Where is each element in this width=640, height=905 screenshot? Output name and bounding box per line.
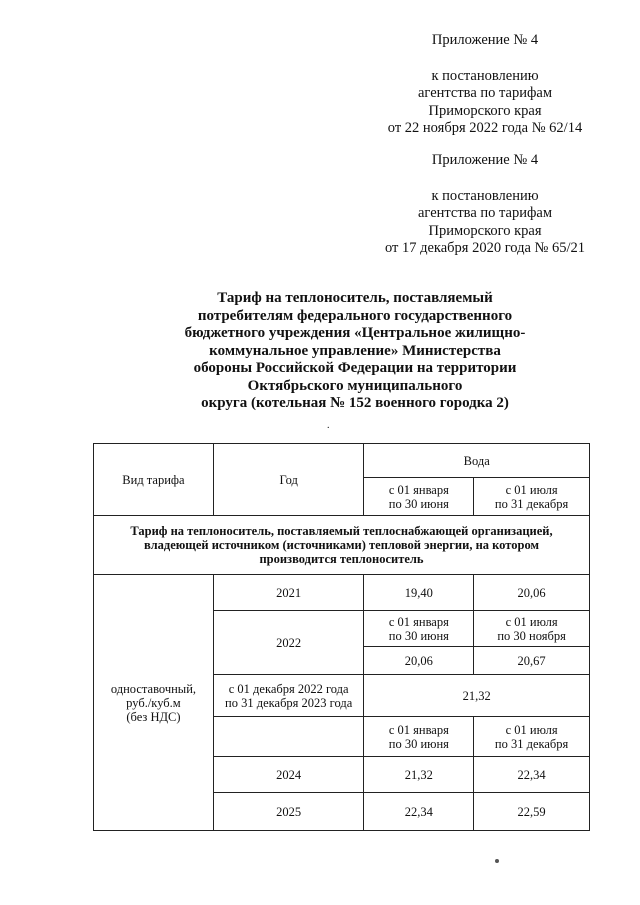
appendix-heading: Приложение № 4	[431, 32, 539, 48]
tariff-name: одноставочный, руб./куб.м (без НДС)	[94, 575, 214, 831]
title-line: обороны Российской Федерации на территории	[193, 360, 517, 376]
value-dec2022: 21,32	[364, 675, 590, 717]
empty-cell	[213, 717, 364, 757]
title-line: бюджетного учреждения «Центральное жилищно-	[184, 325, 526, 341]
year-2021: 2021	[213, 575, 364, 611]
header-period-2: с 01 июля по 31 декабря	[474, 478, 590, 516]
appendix-block-2	[360, 152, 610, 258]
appendix-line: агентства по тарифам	[418, 85, 552, 101]
document-title	[150, 290, 560, 413]
section-title: Тариф на теплоноситель, поставляемый теплоснабжающей организацией, владеющей источником (источниками) тепловой энергии, на котором производится теплоноситель	[94, 516, 590, 575]
title-line: коммунальное управление» Министерства	[209, 342, 501, 359]
title-line: потребителям федерального государственного	[197, 307, 513, 324]
header-tariff-type: Вид тарифа	[94, 444, 214, 516]
appendix-line: к постановлению	[431, 187, 539, 204]
appendix-line: от 17 декабря 2020 года № 65/21	[384, 240, 586, 256]
value-2021-h2: 20,06	[474, 575, 590, 611]
value-2024-h1: 21,32	[364, 757, 474, 793]
header-year: Год	[213, 444, 364, 516]
period-dec2022: с 01 декабря 2022 года по 31 декабря 2023 года	[213, 675, 364, 717]
year-2022: 2022	[213, 611, 364, 675]
appendix-block-1	[360, 32, 610, 138]
value-2022-1: 20,06	[364, 647, 474, 675]
value-2022-2: 20,67	[474, 647, 590, 675]
appendix-heading: Приложение № 4	[431, 152, 539, 168]
scan-dot: .	[327, 420, 330, 431]
period-2022-2: с 01 июля по 30 ноября	[474, 611, 590, 647]
value-2021-h1: 19,40	[364, 575, 474, 611]
appendix-line: агентства по тарифам	[418, 205, 552, 221]
appendix-line: от 22 ноября 2022 года № 62/14	[387, 120, 583, 136]
appendix-line: Приморского края	[428, 222, 542, 239]
tariff-table	[93, 443, 590, 831]
value-2025-h2: 22,59	[474, 793, 590, 831]
header-period-1: с 01 января по 30 июня	[364, 478, 474, 516]
header-water: Вода	[364, 444, 590, 478]
value-2024-h2: 22,34	[474, 757, 590, 793]
value-2025-h1: 22,34	[364, 793, 474, 831]
appendix-line: к постановлению	[431, 67, 539, 84]
title-line: округа (котельная № 152 военного городка 2)	[201, 395, 509, 411]
title-line: Тариф на теплоноситель, поставляемый	[217, 290, 493, 306]
subheader-period-1: с 01 января по 30 июня	[364, 717, 474, 757]
title-line: Октябрьского муниципального	[247, 377, 463, 394]
scan-mark	[495, 859, 499, 863]
period-2022-1: с 01 января по 30 июня	[364, 611, 474, 647]
appendix-line: Приморского края	[428, 102, 542, 119]
year-2025: 2025	[213, 793, 364, 831]
subheader-period-2: с 01 июля по 31 декабря	[474, 717, 590, 757]
year-2024: 2024	[213, 757, 364, 793]
